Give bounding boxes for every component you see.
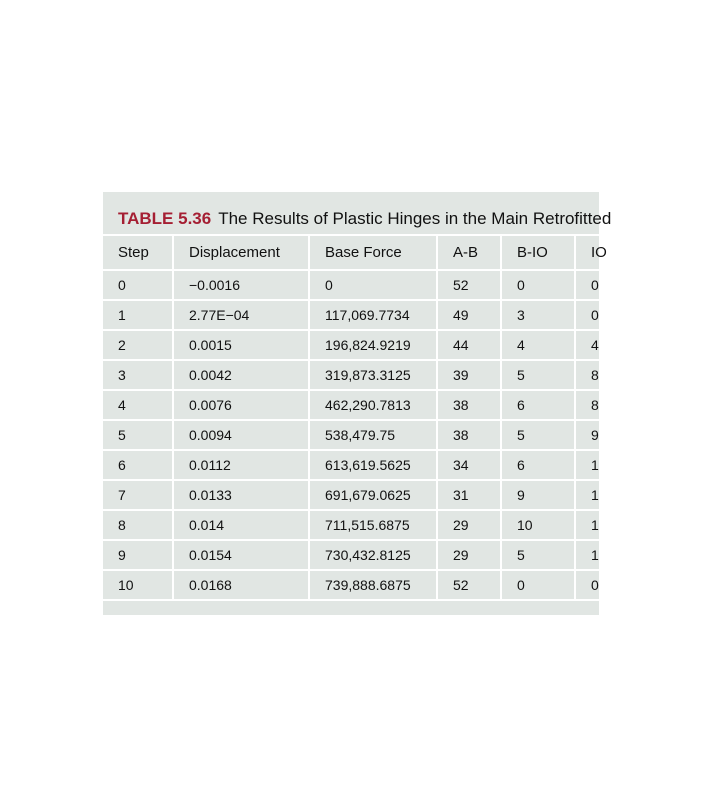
- header-b-io: B-IO: [501, 235, 575, 270]
- cell-b-io: 5: [501, 540, 575, 570]
- header-io: IO: [575, 235, 703, 270]
- cell-displacement: 0.0133: [173, 480, 309, 510]
- cell-step: 9: [103, 540, 173, 570]
- cell-a-b: 38: [437, 420, 501, 450]
- cell-io: 8: [575, 360, 703, 390]
- cell-a-b: 49: [437, 300, 501, 330]
- cell-step: 2: [103, 330, 173, 360]
- cell-a-b: 31: [437, 480, 501, 510]
- cell-displacement: 0.0154: [173, 540, 309, 570]
- cell-io: 8: [575, 390, 703, 420]
- cell-base-force: 538,479.75: [309, 420, 437, 450]
- cell-step: 10: [103, 570, 173, 600]
- cell-b-io: 4: [501, 330, 575, 360]
- cell-b-io: 5: [501, 420, 575, 450]
- cell-b-io: 5: [501, 360, 575, 390]
- cell-base-force: 739,888.6875: [309, 570, 437, 600]
- cell-base-force: 0: [309, 270, 437, 300]
- cell-a-b: 34: [437, 450, 501, 480]
- cell-displacement: 0.0076: [173, 390, 309, 420]
- table-row: [103, 270, 703, 300]
- cell-io: 1: [575, 480, 703, 510]
- table-row: [103, 390, 703, 420]
- cell-io: 1: [575, 540, 703, 570]
- cell-b-io: 6: [501, 450, 575, 480]
- table-row: [103, 510, 703, 540]
- header-base-force: Base Force: [309, 235, 437, 270]
- cell-displacement: 0.0015: [173, 330, 309, 360]
- table-row: [103, 330, 703, 360]
- cell-displacement: 0.0094: [173, 420, 309, 450]
- table-row: [103, 450, 703, 480]
- table-row: [103, 360, 703, 390]
- cell-a-b: 52: [437, 570, 501, 600]
- cell-io: 1: [575, 510, 703, 540]
- cell-step: 0: [103, 270, 173, 300]
- cell-base-force: 196,824.9219: [309, 330, 437, 360]
- header-step: Step: [103, 235, 173, 270]
- cell-base-force: 730,432.8125: [309, 540, 437, 570]
- cell-b-io: 9: [501, 480, 575, 510]
- cell-b-io: 0: [501, 270, 575, 300]
- cell-displacement: 2.77E−04: [173, 300, 309, 330]
- cell-step: 1: [103, 300, 173, 330]
- cell-io: 0: [575, 300, 703, 330]
- header-displacement: Displacement: [173, 235, 309, 270]
- cell-base-force: 613,619.5625: [309, 450, 437, 480]
- cell-a-b: 44: [437, 330, 501, 360]
- header-a-b: A-B: [437, 235, 501, 270]
- results-table-panel: [103, 192, 612, 615]
- table-label: TABLE 5.36: [118, 209, 212, 228]
- cell-step: 7: [103, 480, 173, 510]
- cell-io: 4: [575, 330, 703, 360]
- table-row: [103, 420, 703, 450]
- cell-step: 3: [103, 360, 173, 390]
- cell-step: 5: [103, 420, 173, 450]
- cell-b-io: 0: [501, 570, 575, 600]
- table-row: [103, 570, 703, 600]
- cell-step: 6: [103, 450, 173, 480]
- cell-a-b: 52: [437, 270, 501, 300]
- cell-b-io: 3: [501, 300, 575, 330]
- cell-io: 1: [575, 450, 703, 480]
- table-row: [103, 540, 703, 570]
- cell-displacement: 0.0042: [173, 360, 309, 390]
- cell-io: 0: [575, 570, 703, 600]
- cell-a-b: 29: [437, 540, 501, 570]
- cell-b-io: 10: [501, 510, 575, 540]
- table-title: The Results of Plastic Hinges in the Main Retrofitted: [218, 209, 612, 228]
- cell-displacement: 0.014: [173, 510, 309, 540]
- cell-a-b: 39: [437, 360, 501, 390]
- cell-displacement: 0.0112: [173, 450, 309, 480]
- cell-base-force: 319,873.3125: [309, 360, 437, 390]
- cell-base-force: 711,515.6875: [309, 510, 437, 540]
- table-body: [103, 270, 703, 600]
- cell-displacement: −0.0016: [173, 270, 309, 300]
- cell-displacement: 0.0168: [173, 570, 309, 600]
- cell-io: 9: [575, 420, 703, 450]
- table-header-row: [103, 235, 703, 270]
- cell-a-b: 38: [437, 390, 501, 420]
- table-caption: [118, 209, 611, 229]
- plastic-hinges-table: [103, 234, 703, 601]
- cell-step: 8: [103, 510, 173, 540]
- cell-step: 4: [103, 390, 173, 420]
- table-row: [103, 300, 703, 330]
- cell-base-force: 462,290.7813: [309, 390, 437, 420]
- cell-io: 0: [575, 270, 703, 300]
- cell-a-b: 29: [437, 510, 501, 540]
- cell-base-force: 117,069.7734: [309, 300, 437, 330]
- cell-base-force: 691,679.0625: [309, 480, 437, 510]
- table-row: [103, 480, 703, 510]
- cell-b-io: 6: [501, 390, 575, 420]
